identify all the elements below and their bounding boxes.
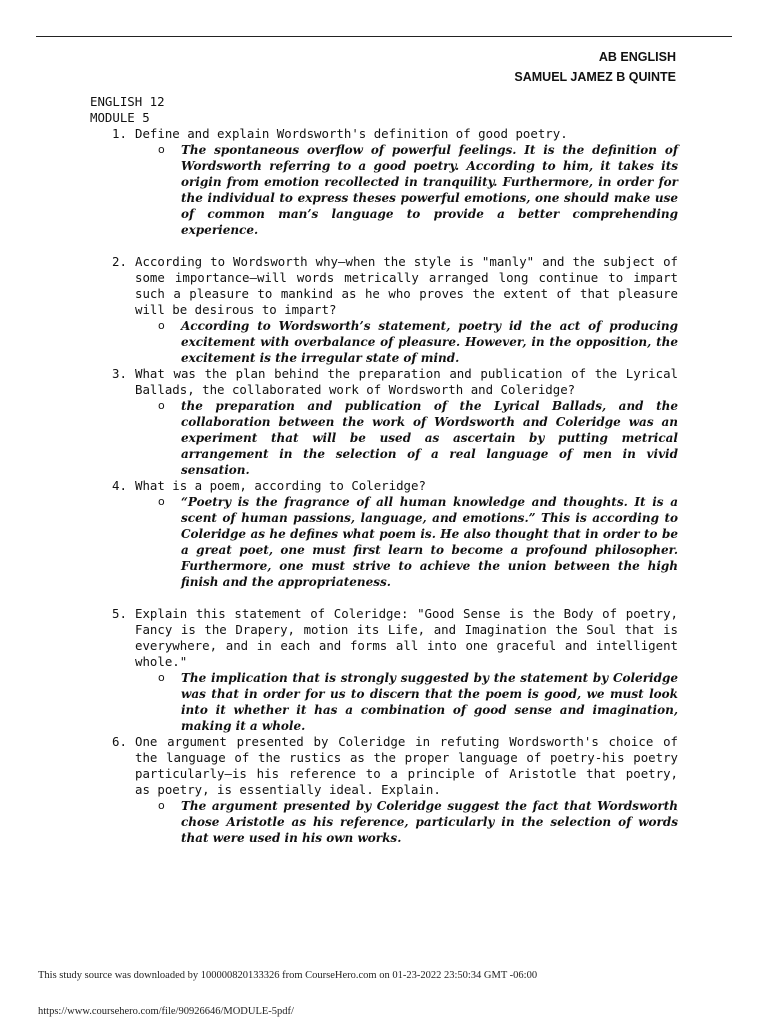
- question-text: One argument presented by Coleridge in refuting Wordsworth's choice of the language of the rustics as the proper language of poetry-his poetry particularly—is his reference to a principle of Aristotle that poetry, as poetry, is essentially ideal. Explain.: [135, 734, 678, 797]
- question-text: Explain this statement of Coleridge: "Good Sense is the Body of poetry, Fancy is the Drapery, motion its Life, and Imagination the Soul that is everywhere, and in each and forms all into one graceful and intelligent whole.": [135, 606, 678, 669]
- question-item-2: [90, 254, 678, 318]
- bullet-icon: o: [158, 495, 165, 508]
- download-source-note: This study source was downloaded by 100000820133326 from CourseHero.com on 01-23-2022 23:50:34 GMT -06:00: [38, 970, 538, 981]
- answer-text: The implication that is strongly suggested by the statement by Coleridge was that in order for us to discern that the poem is good, we must look into it whether it has a combination of good sense and imagination, making it a whole.: [181, 671, 678, 733]
- question-number: 5.: [112, 606, 127, 621]
- question-number: 1.: [112, 126, 127, 141]
- spacer: [90, 590, 678, 606]
- answer-item-1: [135, 142, 678, 238]
- student-name: SAMUEL JAMEZ B QUINTE: [514, 70, 676, 84]
- question-text: According to Wordsworth why—when the style is "manly" and the subject of some importance—will words metrically arranged long continue to impart such a pleasure to mankind as he who proves the extent of that pleasure will be desirous to impart?: [135, 254, 678, 317]
- question-text: Define and explain Wordsworth's definition of good poetry.: [135, 126, 568, 141]
- question-text: What is a poem, according to Coleridge?: [135, 478, 426, 493]
- question-number: 6.: [112, 734, 127, 749]
- source-url-link[interactable]: https://www.coursehero.com/file/90926646/MODULE-5pdf/: [38, 1006, 294, 1017]
- question-number: 4.: [112, 478, 127, 493]
- answer-item-4: [135, 494, 678, 590]
- answer-text: The argument presented by Coleridge suggest the fact that Wordsworth chose Aristotle as his reference, particularly in the selection of words that were used in his own works.: [181, 799, 678, 845]
- question-item-3: [90, 366, 678, 398]
- question-item-5: [90, 606, 678, 670]
- top-rule: [36, 36, 732, 37]
- bullet-icon: o: [158, 319, 165, 332]
- question-item-6: [90, 734, 678, 798]
- answer-item-6: [135, 798, 678, 846]
- question-item-4: [90, 478, 678, 494]
- module-title: MODULE 5: [90, 110, 150, 125]
- answer-text: the preparation and publication of the Lyrical Ballads, and the collaboration between the work of Wordsworth and Coleridge was an experiment that will be used as ascertain by putting metrical arrangement in the selection of a real language of men in vivid sensation.: [181, 399, 678, 477]
- document-header: [514, 47, 676, 87]
- bullet-icon: o: [158, 671, 165, 684]
- question-item-1: [90, 126, 678, 142]
- answer-text: “Poetry is the fragrance of all human knowledge and thoughts. It is a scent of human passions, language, and emotions.” This is according to Coleridge as he defines what poem is. He also thought that in order to be a great poet, one must first learn to become a profound philosopher. Furthermore, one must strive to achieve the union between the high finish and the appropriateness.: [181, 495, 678, 589]
- subject-title: ENGLISH 12: [90, 94, 165, 109]
- answer-text: The spontaneous overflow of powerful feelings. It is the definition of Wordsworth referring to a good poetry. According to him, it takes its origin from emotion recollected in tranquility. Furthermore, in order for the individual to express theses powerful emotions, one should make use of common man’s language to provide a better comprehending experience.: [181, 143, 678, 237]
- question-text: What was the plan behind the preparation and publication of the Lyrical Ballads, the collaborated work of Wordsworth and Coleridge?: [135, 366, 678, 397]
- answer-item-2: [135, 318, 678, 366]
- spacer: [90, 238, 678, 254]
- question-number: 2.: [112, 254, 127, 269]
- answer-item-3: [135, 398, 678, 478]
- bullet-icon: o: [158, 799, 165, 812]
- answer-item-5: [135, 670, 678, 734]
- bullet-icon: o: [158, 399, 165, 412]
- course-label: AB ENGLISH: [598, 50, 676, 64]
- answer-text: According to Wordsworth’s statement, poetry id the act of producing excitement with overbalance of pleasure. However, in the opposition, the excitement is the irregular state of mind.: [181, 319, 678, 365]
- question-number: 3.: [112, 366, 127, 381]
- module-document: [90, 94, 678, 846]
- bullet-icon: o: [158, 143, 165, 156]
